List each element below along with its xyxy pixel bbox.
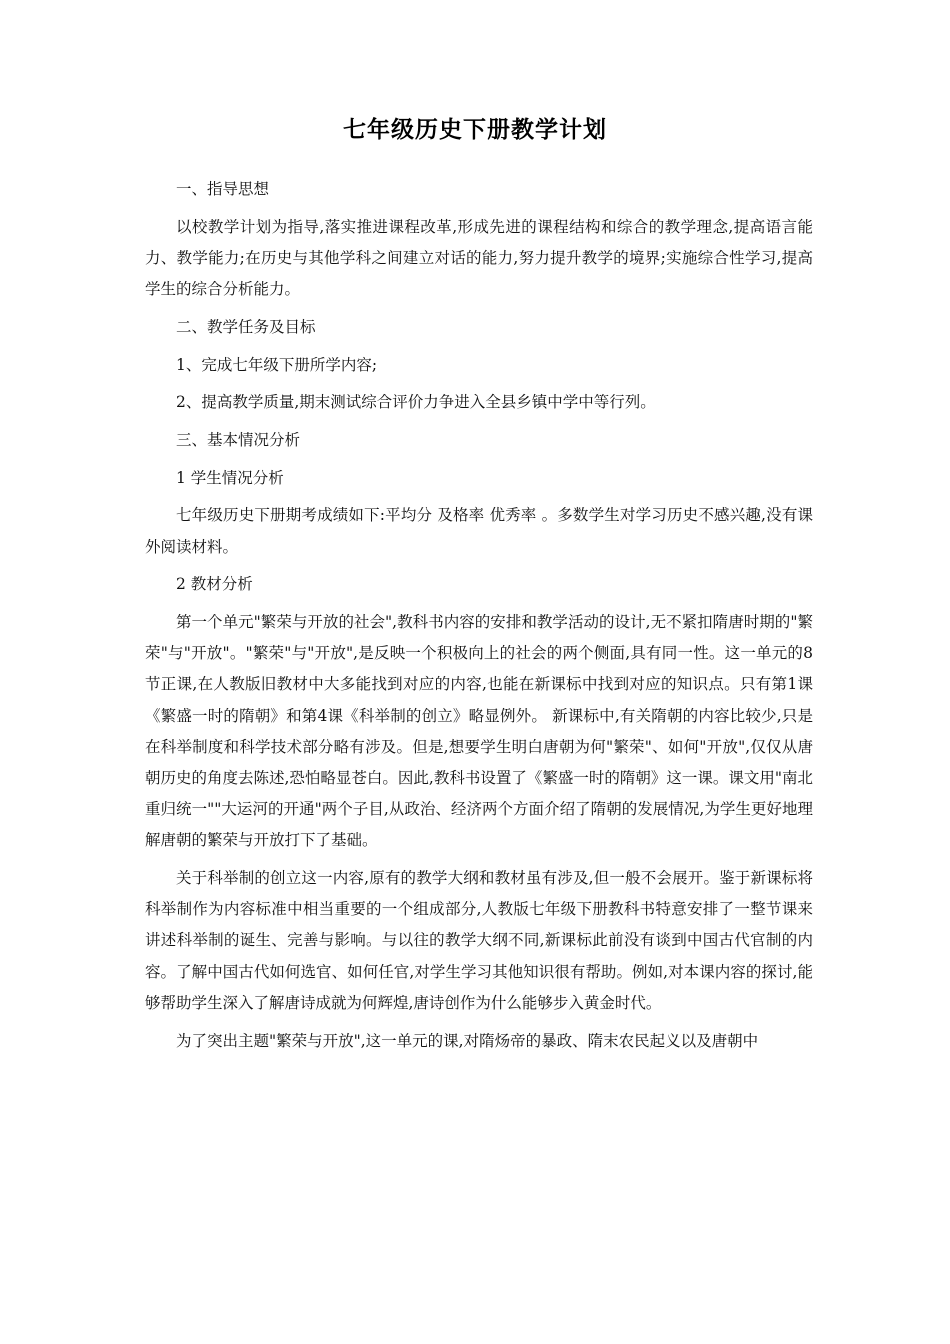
paragraph: 第一个单元"繁荣与开放的社会",教科书内容的安排和教学活动的设计,无不紧扣隋唐时期的"繁荣"与"开放"。"繁荣"与"开放",是反映一个积极向上的社会的两个侧面,具有同一性。这一单元的8节正课,在人教版旧教材中大多能找到对应的内容,也能在新课标中找到对应的知识点。只有第1课《繁盛一时的隋朝》和第4课《科举制的创立》略显例外。 新课标中,有关隋朝的内容比较少,只是在科举制度和科学技术部分略有涉及。但是,想要学生明白唐朝为何"繁荣"、如何"开放",仅仅从唐朝历史的角度去陈述,恐怕略显苍白。因此,教科书设置了《繁盛一时的隋朝》这一课。课文用"南北重归统一""大运河的开通"两个子目,从政治、经济两个方面介绍了隋朝的发展情况,为学生更好地理解唐朝的繁荣与开放打下了基础。 [145,612,813,850]
list-item: 2、提高教学质量,期末测试综合评价力争进入全县乡镇中学中等行列。 [176,393,656,412]
list-item: 1、完成七年级下册所学内容; [176,355,378,374]
paragraph: 以校教学计划为指导,落实推进课程改革,形成先进的课程结构和综合的教学理念,提高语言能力、教学能力;在历史与其他学科之间建立对话的能力,努力提升教学的境界;实施综合性学习,提高学生的综合分析能力。 [145,217,813,299]
subsection-heading-textbook: 2 教材分析 [176,575,253,594]
subsection-heading-students: 1 学生情况分析 [176,468,284,487]
section-heading-guiding-ideology: 一、指导思想 [176,180,270,198]
document-title: 七年级历史下册教学计划 [343,117,607,143]
document-body [145,174,813,1063]
paragraph: 为了突出主题"繁荣与开放",这一单元的课,对隋炀帝的暴政、隋末农民起义以及唐朝中 [176,1031,759,1050]
paragraph: 关于科举制的创立这一内容,原有的教学大纲和教材虽有涉及,但一般不会展开。鉴于新课标将科举制作为内容标准中相当重要的一个组成部分,人教版七年级下册教科书特意安排了一整节课来讲述科举制的诞生、完善与影响。与以往的教学大纲不同,新课标此前没有谈到中国古代官制的内容。了解中国古代如何选官、如何任官,对学生学习其他知识很有帮助。例如,对本课内容的探讨,能够帮助学生深入了解唐诗成就为何辉煌,唐诗创作为什么能够步入黄金时代。 [145,869,813,1012]
section-heading-situation-analysis: 三、基本情况分析 [176,430,301,449]
section-heading-tasks-goals: 二、教学任务及目标 [176,317,316,336]
paragraph: 七年级历史下册期考成绩如下:平均分 及格率 优秀率 。多数学生对学习历史不感兴趣,没有课外阅读材料。 [145,506,813,556]
